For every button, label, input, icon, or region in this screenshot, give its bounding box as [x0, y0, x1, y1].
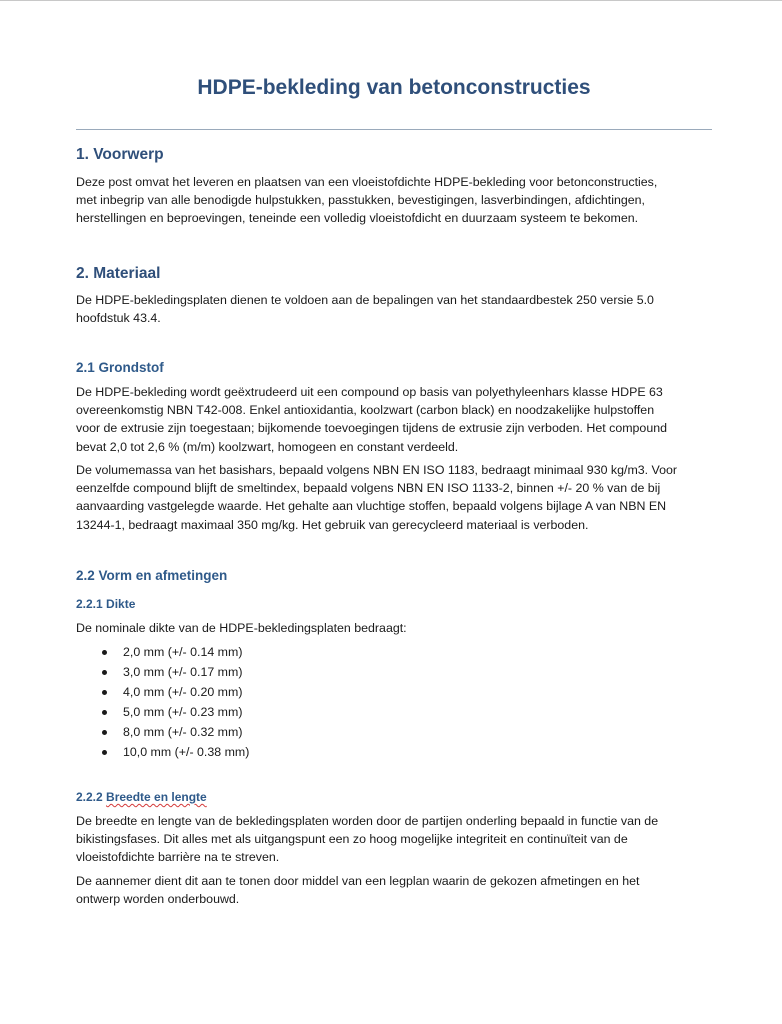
bullet-icon: [102, 750, 107, 755]
text-line: 13244-1, bedraagt maximaal 350 mg/kg. Het gebruik van gerecycleerd materiaal is verboden.: [76, 517, 589, 532]
subsection-heading-grondstof: 2.1 Grondstof: [76, 360, 164, 375]
thickness-list: [76, 642, 712, 762]
text-line: bikistingsfases. Dit alles met als uitgangspunt een zo hoog mogelijke integriteit en continuïteit van de: [76, 832, 628, 847]
paragraph-grondstof-2: [76, 461, 712, 534]
text-line: hoofdstuk 43.4.: [76, 311, 161, 326]
section-heading-voorwerp: 1. Voorwerp: [76, 146, 164, 163]
bullet-icon: [102, 650, 107, 655]
list-item: 4,0 mm (+/- 0.20 mm): [76, 682, 712, 702]
bullet-icon: [102, 670, 107, 675]
paragraph-breedte-1: [76, 812, 712, 867]
text-line: De volumemassa van het basishars, bepaald volgens NBN EN ISO 1183, bedraagt minimaal 930 kg/m3. Voor: [76, 463, 678, 477]
list-item: 10,0 mm (+/- 0.38 mm): [76, 742, 712, 762]
list-item: 8,0 mm (+/- 0.32 mm): [76, 722, 712, 742]
text-line: met inbegrip van alle benodigde hulpstukken, passtukken, bevestigingen, lasverbindingen, afdichtingen,: [76, 193, 645, 208]
paragraph-voorwerp: [76, 173, 712, 228]
page-top-border: [0, 0, 782, 1]
text-line: overeenkomstig NBN T42-008. Enkel antioxidantia, koolzwart (carbon black) en noodzakelijke hulpstoffen: [76, 403, 655, 418]
subsubsection-heading-dikte: 2.2.1 Dikte: [76, 597, 136, 611]
text-line: De aannemer dient dit aan te tonen door middel van een legplan waarin de gekozen afmetingen en het: [76, 874, 640, 888]
text-line: herstellingen en beproevingen, teneinde een volledig vloeistofdicht en duurzaam systeem te bekomen.: [76, 211, 639, 226]
text-line: voor de extrusie zijn toegestaan; bijkomende toevoegingen tijdens de extrusie zijn verboden. Het compound: [76, 421, 667, 436]
paragraph-materiaal: [76, 291, 712, 327]
text-line: Deze post omvat het leveren en plaatsen van een vloeistofdichte HDPE-bekleding voor betonconstructies,: [76, 175, 658, 189]
subsubsection-heading-breedte-en-lengte: 2.2.2 Breedte en lengte: [76, 790, 207, 804]
bullet-icon: [102, 710, 107, 715]
paragraph-grondstof-1: [76, 383, 712, 456]
bullet-icon: [102, 690, 107, 695]
spellcheck-underlined-text: Breedte en lengte: [106, 790, 207, 804]
list-item: 5,0 mm (+/- 0.23 mm): [76, 702, 712, 722]
bullet-icon: [102, 730, 107, 735]
paragraph-dikte-intro: De nominale dikte van de HDPE-bekledingsplaten bedraagt:: [76, 621, 407, 635]
list-item: 3,0 mm (+/- 0.17 mm): [76, 662, 712, 682]
title-divider: [76, 129, 712, 130]
list-item: 2,0 mm (+/- 0.14 mm): [76, 642, 712, 662]
text-line: De breedte en lengte van de bekledingsplaten worden door de partijen onderling bepaald in functie van de: [76, 814, 659, 828]
text-line: bevat 2,0 tot 2,6 % (m/m) koolzwart, homogeen en constant verdeeld.: [76, 439, 459, 454]
document-title: HDPE-bekleding van betonconstructies: [197, 76, 591, 99]
text-line: aanvaarding vastgelegde waarde. Het gehalte aan vluchtige stoffen, bepaald volgens bijlage A van NBN EN: [76, 499, 667, 514]
text-line: De HDPE-bekledingsplaten dienen te voldoen aan de bepalingen van het standaardbestek 250 versie 5.0: [76, 293, 654, 307]
subsection-heading-vorm-en-afmetingen: 2.2 Vorm en afmetingen: [76, 568, 228, 583]
text-line: vloeistofdichte barrière na te streven.: [76, 850, 280, 865]
text-line: ontwerp worden onderbouwd.: [76, 892, 240, 907]
paragraph-breedte-2: [76, 872, 712, 908]
text-line: eenzelfde compound blijft de smeltindex, bepaald volgens NBN EN ISO 1133-2, binnen +/- 20 % van de bij: [76, 481, 661, 496]
section-heading-materiaal: 2. Materiaal: [76, 265, 161, 282]
text-line: De HDPE-bekleding wordt geëxtrudeerd uit een compound op basis van polyethyleenhars klasse HDPE 63: [76, 385, 663, 399]
